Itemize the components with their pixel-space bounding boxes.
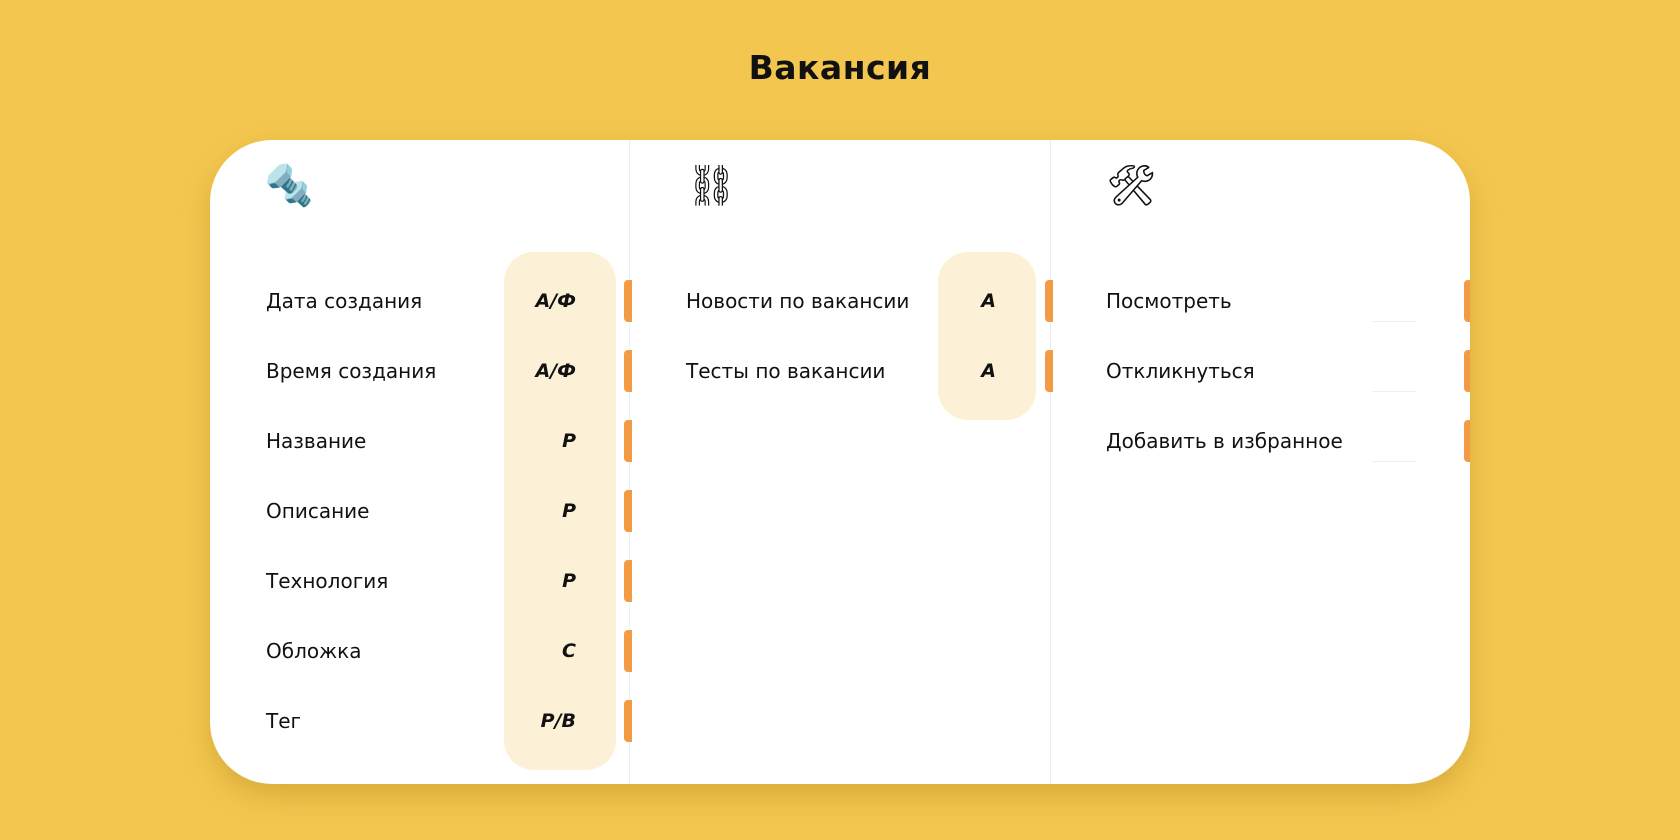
column-divider — [629, 140, 630, 784]
field-label: Время создания — [266, 359, 437, 383]
relation-access-code: А — [981, 360, 996, 382]
field-access-code: С — [562, 640, 576, 662]
action-label: Добавить в избранное — [1106, 429, 1343, 453]
row-connector-tab[interactable] — [624, 700, 632, 742]
row-connector-tab[interactable] — [1464, 280, 1470, 322]
field-access-code: Р — [562, 500, 576, 522]
field-label: Тег — [266, 709, 302, 733]
nut-and-bolt-icon: 🔩 — [264, 163, 314, 209]
row-connector-tab[interactable] — [624, 490, 632, 532]
access-codes-pill — [938, 252, 1036, 420]
field-label: Описание — [266, 499, 370, 523]
chains-icon: ⛓ — [686, 163, 737, 209]
action-label: Посмотреть — [1106, 289, 1232, 313]
row-connector-tab[interactable] — [1464, 350, 1470, 392]
row-separator — [1372, 391, 1416, 392]
field-access-code: А/Ф — [535, 290, 576, 312]
row-connector-tab[interactable] — [624, 280, 632, 322]
row-connector-tab[interactable] — [624, 350, 632, 392]
relation-access-code: А — [981, 290, 996, 312]
field-label: Технология — [266, 569, 389, 593]
field-label: Обложка — [266, 639, 362, 663]
field-access-code: Р/В — [540, 710, 576, 732]
vacancy-card — [210, 140, 1470, 784]
field-label: Дата создания — [266, 289, 423, 313]
field-access-code: Р — [562, 570, 576, 592]
hammer-and-wrench-icon: 🛠 — [1106, 163, 1157, 209]
column-divider — [1050, 140, 1051, 784]
page-title: Вакансия — [748, 48, 932, 87]
row-connector-tab[interactable] — [1464, 420, 1470, 462]
row-separator — [1372, 321, 1416, 322]
row-connector-tab[interactable] — [624, 420, 632, 462]
row-separator — [1372, 461, 1416, 462]
action-label: Откликнуться — [1106, 359, 1255, 383]
relation-label: Тесты по вакансии — [686, 359, 886, 383]
row-connector-tab[interactable] — [1045, 350, 1053, 392]
row-connector-tab[interactable] — [1045, 280, 1053, 322]
row-connector-tab[interactable] — [624, 630, 632, 672]
field-label: Название — [266, 429, 367, 453]
row-connector-tab[interactable] — [624, 560, 632, 602]
field-access-code: А/Ф — [535, 360, 576, 382]
relation-label: Новости по вакансии — [686, 289, 910, 313]
field-access-code: Р — [562, 430, 576, 452]
